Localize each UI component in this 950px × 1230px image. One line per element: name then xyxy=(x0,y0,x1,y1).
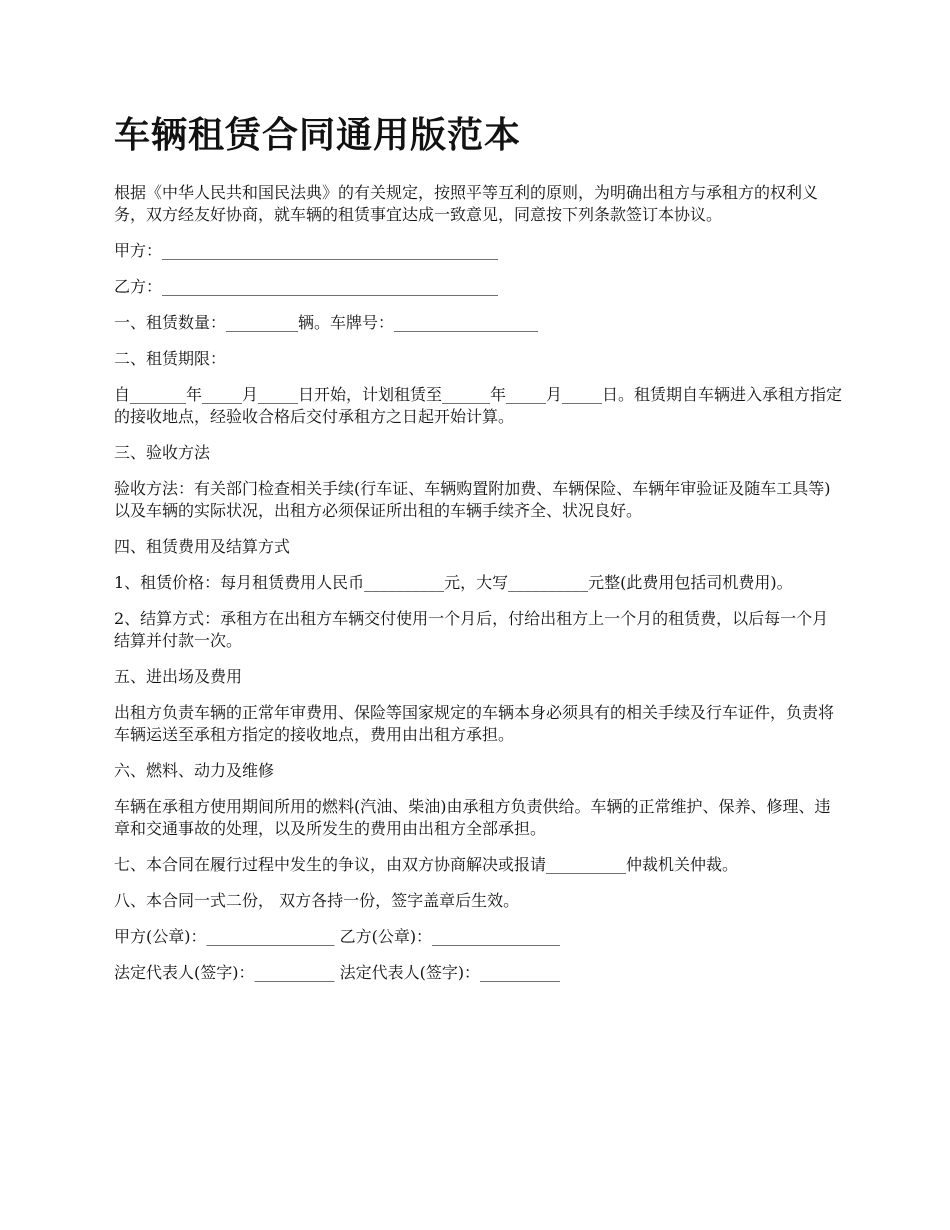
document-title: 车辆租赁合同通用版范本 xyxy=(114,115,522,156)
contract-page xyxy=(114,112,844,998)
section-4-heading: 四、租赁费用及结算方式 xyxy=(114,537,291,556)
section-8-copies: 八、本合同一式二份， 双方各持一份，签字盖章后生效。 xyxy=(114,891,520,910)
section-6-body: 车辆在承租方使用期间所用的燃料(汽油、柴油)由承租方负责供给。车辆的正常维护、保养、修理、违章和交通事故的处理，以及所发生的费用由出租方全部承担。 xyxy=(114,797,831,838)
section-5-heading: 五、进出场及费用 xyxy=(114,667,243,686)
seal-line: 甲方(公章)：________________ 乙方(公章)：________________ xyxy=(114,927,561,946)
section-4-item-2: 2、结算方式：承租方在出租方车辆交付使用一个月后，付给出租方上一个月的租赁费，以后每一个月结算并付款一次。 xyxy=(114,609,829,650)
party-b-line: 乙方：__________________________________________ xyxy=(114,277,499,296)
section-2-body: 自_______年_____月_____日开始，计划租赁至______年_____月_____日。租赁期自车辆进入承租方指定的接收地点，经验收合格后交付承租方之日起开始计算。 xyxy=(114,385,843,426)
section-3-heading: 三、验收方法 xyxy=(114,443,211,462)
section-5-body: 出租方负责车辆的正常年审费用、保险等国家规定的车辆本身必须具有的相关手续及行车证件，负责将车辆运送至承租方指定的接收地点，费用由出租方承担。 xyxy=(114,703,835,744)
representative-signature-line: 法定代表人(签字)：__________ 法定代表人(签字)：__________ xyxy=(114,963,561,982)
section-4-item-1: 1、租赁价格：每月租赁费用人民币__________元，大写__________元整(此费用包括司机费用)。 xyxy=(114,573,793,592)
section-3-body: 验收方法：有关部门检查相关手续(行车证、车辆购置附加费、车辆保险、车辆年审验证及随车工具等)以及车辆的实际状况，出租方必须保证所出租的车辆手续齐全、状况良好。 xyxy=(114,479,831,520)
party-a-line: 甲方：__________________________________________ xyxy=(114,241,499,260)
preamble-paragraph: 根据《中华人民共和国民法典》的有关规定，按照平等互利的原则，为明确出租方与承租方的权利义务，双方经友好协商，就车辆的租赁事宜达成一致意见，同意按下列条款签订本协议。 xyxy=(114,183,819,224)
section-7-dispute: 七、本合同在履行过程中发生的争议，由双方协商解决或报请__________仲裁机关仲裁。 xyxy=(114,855,739,874)
section-6-heading: 六、燃料、动力及维修 xyxy=(114,761,275,780)
section-2-heading: 二、租赁期限： xyxy=(114,349,227,368)
section-1-quantity: 一、租赁数量：_________辆。车牌号：__________________ xyxy=(114,313,539,332)
